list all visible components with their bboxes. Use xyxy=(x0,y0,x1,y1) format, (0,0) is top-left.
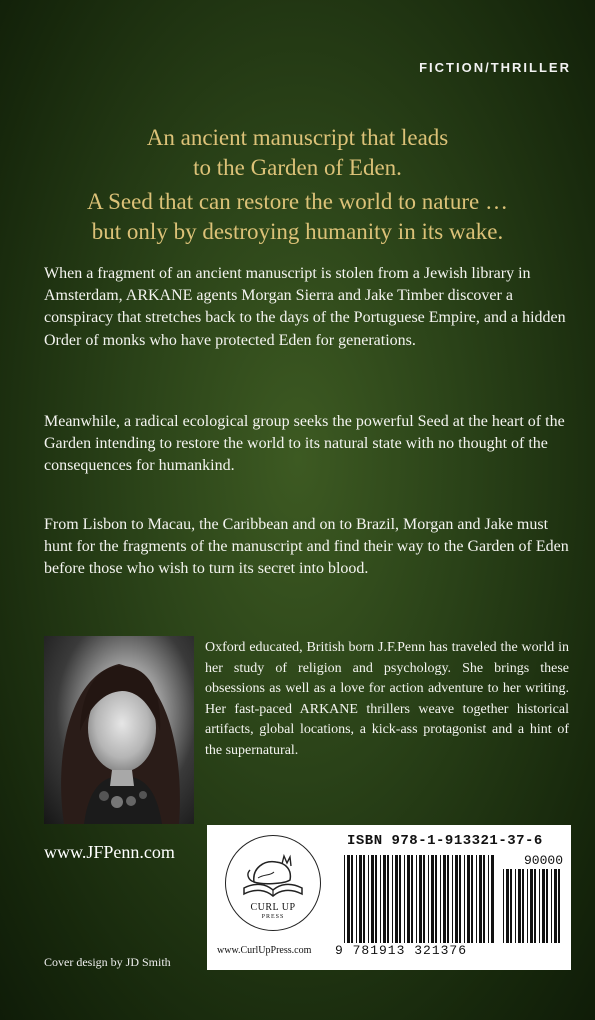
tagline-manuscript xyxy=(0,123,595,183)
barcode-bar xyxy=(392,855,393,943)
barcode-bar xyxy=(428,855,429,943)
barcode-bar xyxy=(351,855,353,943)
barcode-bar xyxy=(447,855,449,943)
barcode-bar xyxy=(539,869,540,943)
barcode-bar xyxy=(546,869,548,943)
publisher-name: CURL UP xyxy=(250,902,296,913)
barcode-bar xyxy=(542,869,545,943)
barcode-bar xyxy=(380,855,381,943)
barcode-bar xyxy=(488,855,489,943)
barcode-panel xyxy=(207,825,571,970)
barcode-bar xyxy=(411,855,413,943)
barcode-bar xyxy=(464,855,465,943)
barcode-bar xyxy=(363,855,365,943)
barcode-bar xyxy=(506,869,509,943)
barcode-bar xyxy=(510,869,512,943)
barcode-bar xyxy=(452,855,453,943)
barcode-bar xyxy=(395,855,398,943)
barcode-bar xyxy=(407,855,410,943)
barcode-bar xyxy=(423,855,425,943)
barcode-bar xyxy=(518,869,521,943)
barcode-bar xyxy=(404,855,405,943)
barcode-bar xyxy=(527,869,528,943)
author-photo xyxy=(44,636,194,824)
barcode-bar xyxy=(347,855,350,943)
barcode-bar xyxy=(440,855,441,943)
barcode-bar xyxy=(399,855,401,943)
barcode-bar xyxy=(476,855,477,943)
genre-label: FICTION/THRILLER xyxy=(419,60,571,75)
tagline-line: A Seed that can restore the world to nature … xyxy=(87,189,508,214)
blurb-paragraph-1: When a fragment of an ancient manuscript is stolen from a Jewish library in Amsterdam, ARKANE agents Morgan Sierra and Jake Timber discover a conspiracy that stretches back to the days of the Portuguese Empire, and a hidden Order of monks who have protected Eden for generations. xyxy=(44,265,566,349)
cat-on-book-icon xyxy=(240,850,306,900)
barcode-bar xyxy=(483,855,485,943)
publisher-logo xyxy=(225,835,321,931)
price-addon-barcode-icon xyxy=(503,869,565,943)
barcode-bar xyxy=(455,855,458,943)
isbn-label: ISBN 978-1-913321-37-6 xyxy=(347,833,543,849)
barcode-bar xyxy=(534,869,536,943)
price-code: 90000 xyxy=(523,853,563,868)
barcode-bar xyxy=(344,855,345,943)
barcode-bar xyxy=(471,855,473,943)
barcode-bar xyxy=(387,855,389,943)
barcode-bar xyxy=(503,869,504,943)
cover-design-credit: Cover design by JD Smith xyxy=(44,955,171,969)
barcode-bar xyxy=(443,855,446,943)
barcode-bar xyxy=(368,855,369,943)
barcode-bar xyxy=(558,869,560,943)
barcode-bar xyxy=(359,855,362,943)
tagline-line: An ancient manuscript that leads xyxy=(146,125,449,150)
tagline-line: to the Garden of Eden. xyxy=(193,155,402,180)
tagline-line: but only by destroying humanity in its wake. xyxy=(91,219,504,244)
barcode-bar xyxy=(371,855,374,943)
author-website-link[interactable]: www.JFPenn.com xyxy=(44,842,175,862)
barcode-bar xyxy=(416,855,417,943)
tagline-seed xyxy=(0,187,595,247)
barcode-bar xyxy=(459,855,461,943)
barcode-bar xyxy=(522,869,524,943)
barcode-bar xyxy=(431,855,434,943)
barcode-bar xyxy=(467,855,470,943)
barcode-bar xyxy=(479,855,482,943)
blurb-paragraph-3: From Lisbon to Macau, the Caribbean and on to Brazil, Morgan and Jake must hunt for the fragments of the manuscript and find their way to the Garden of Eden before those who wish to turn its secret into blood. xyxy=(44,516,569,578)
barcode-bar xyxy=(530,869,533,943)
barcode-bar xyxy=(383,855,386,943)
barcode-bar xyxy=(491,855,494,943)
ean-digits: 9 781913 321376 xyxy=(335,943,468,958)
author-bio: Oxford educated, British born J.F.Penn has traveled the world in her study of religion and psychology. She brings these obsessions as well as a love for action adventure to her writing. Her fast-paced ARKANE thrillers weave together historical artifacts, global locations, a kick-ass protagonist and a hint of the supernatural. xyxy=(205,640,569,758)
barcode-bar xyxy=(356,855,357,943)
barcode-bar xyxy=(551,869,552,943)
barcode-bar xyxy=(435,855,437,943)
barcode-bar xyxy=(375,855,377,943)
barcode-bar xyxy=(554,869,557,943)
barcode-bar xyxy=(515,869,516,943)
author-portrait-icon xyxy=(44,636,194,824)
publisher-sub: PRESS xyxy=(261,914,285,920)
barcode-bar xyxy=(419,855,422,943)
ean-barcode-icon xyxy=(344,855,494,943)
publisher-url[interactable]: www.CurlUpPress.com xyxy=(217,945,312,956)
blurb-paragraph-2: Meanwhile, a radical ecological group seeks the powerful Seed at the heart of the Garden intending to restore the world to its natural state with no thought of the consequences for humankind. xyxy=(44,413,565,475)
